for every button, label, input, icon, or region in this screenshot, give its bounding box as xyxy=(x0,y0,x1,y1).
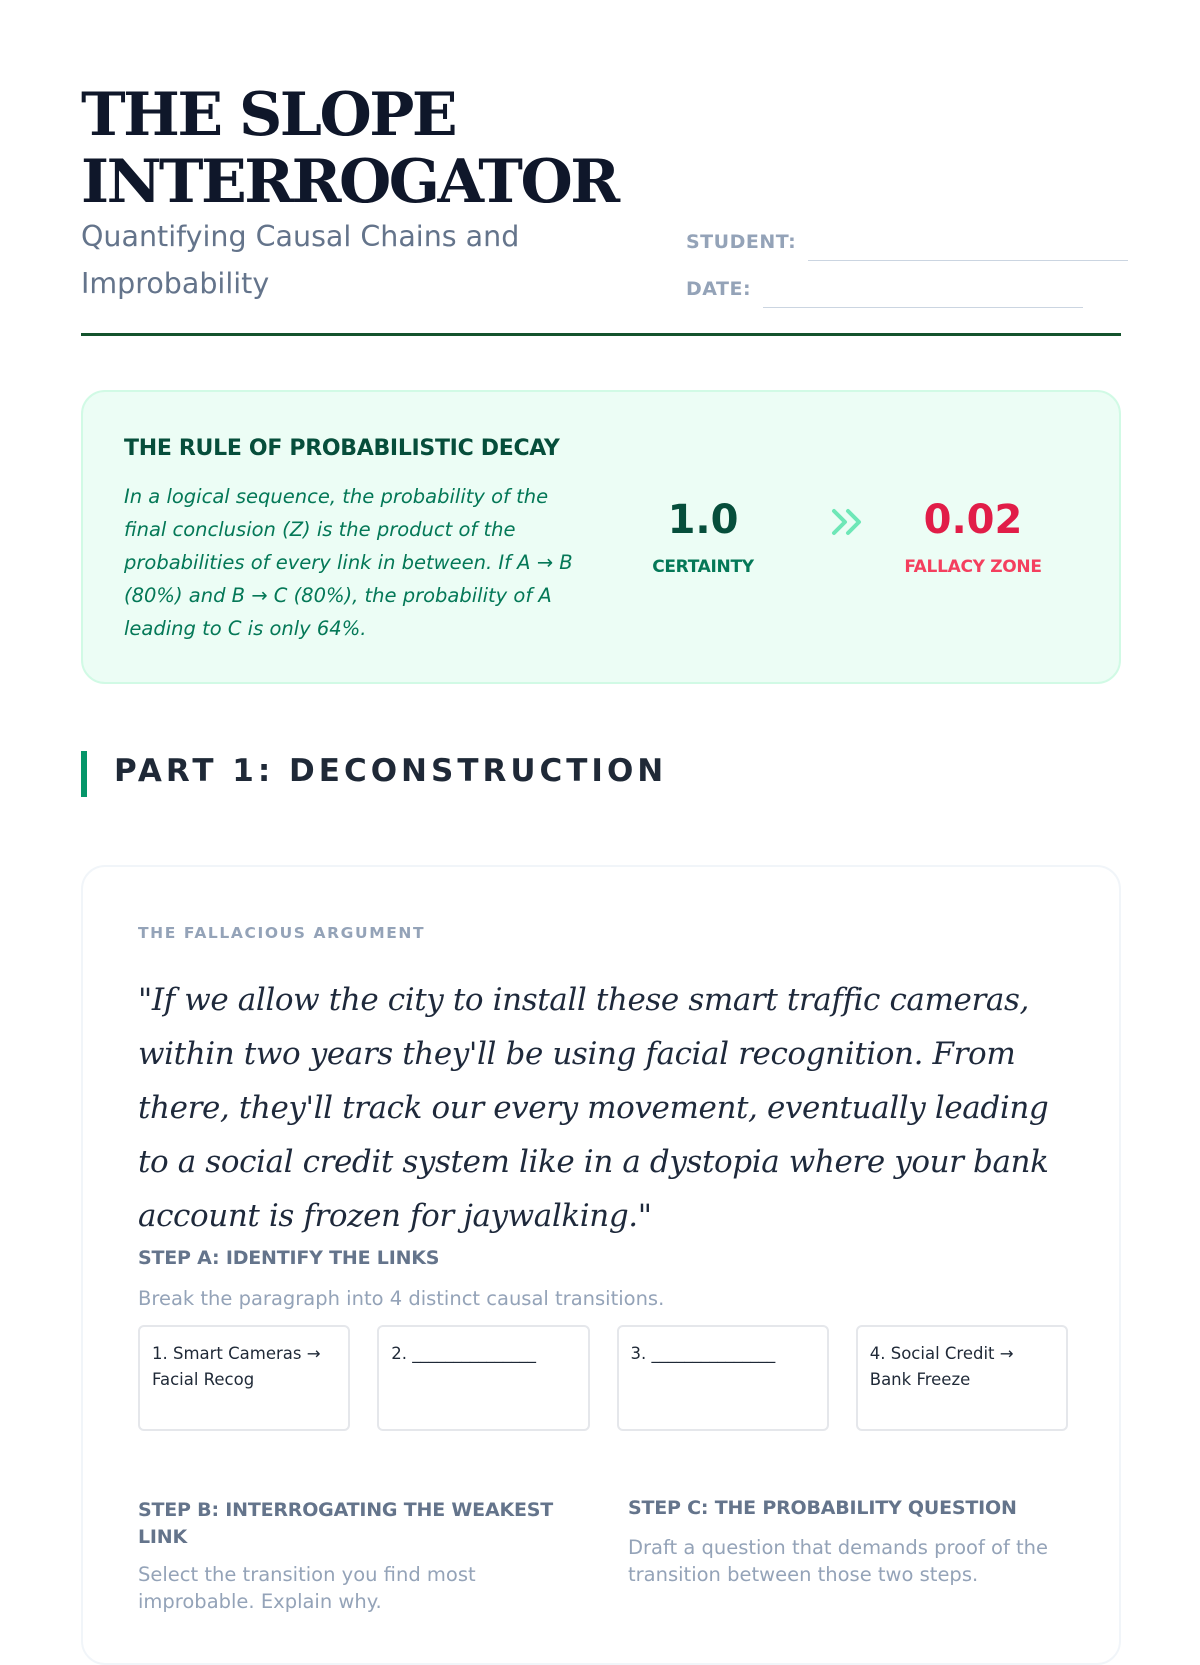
page-subtitle: Quantifying Causal Chains and Improbability xyxy=(81,220,520,300)
rule-callout xyxy=(81,390,1121,684)
deconstruction-card xyxy=(81,865,1121,1665)
certainty-value: 1.0 xyxy=(667,497,739,543)
step-b-instructions: Select the transition you find most improbable. Explain why. xyxy=(138,1563,476,1613)
causal-links-row xyxy=(138,1325,1068,1431)
worksheet-page xyxy=(81,0,1121,1613)
double-chevron-right-icon xyxy=(828,502,868,542)
header-divider xyxy=(81,333,1121,336)
page-title: THE SLOPE INTERROGATOR xyxy=(81,80,618,217)
step-a-heading: STEP A: IDENTIFY THE LINKS xyxy=(138,1247,440,1269)
link-box-2[interactable]: 2. _______________ xyxy=(377,1325,589,1431)
date-field[interactable] xyxy=(686,278,1083,300)
link-box-3[interactable]: 3. _______________ xyxy=(617,1325,829,1431)
fallacy-metric xyxy=(883,496,1063,577)
certainty-label: CERTAINTY xyxy=(652,557,754,577)
link-box-1[interactable]: 1. Smart Cameras → Facial Recog xyxy=(138,1325,350,1431)
certainty-metric xyxy=(623,496,783,577)
student-input-line[interactable] xyxy=(808,260,1128,261)
date-label: DATE: xyxy=(686,278,752,300)
fallacious-argument-quote: "If we allow the city to install these smart traffic cameras, within two years they'll be using facial recognition. From there, they'll track our every movement, eventually leading to a social credit system like in a dystopia where your bank account is frozen for jaywalking." xyxy=(138,982,1049,1234)
rule-description: In a logical sequence, the probability of the final conclusion (Z) is the product of the probabilities of every link in between. If A → B (80%) and B → C (80%), the probability of A leading to C is only 64%. xyxy=(124,485,573,640)
student-label: STUDENT: xyxy=(686,231,797,253)
fallacy-value: 0.02 xyxy=(923,497,1023,543)
fallacy-label: FALLACY ZONE xyxy=(904,557,1042,577)
part-heading-accent xyxy=(81,751,87,797)
argument-eyebrow: THE FALLACIOUS ARGUMENT xyxy=(138,924,426,942)
rule-title: THE RULE OF PROBABILISTIC DECAY xyxy=(124,436,560,461)
student-field[interactable] xyxy=(686,231,1128,253)
link-box-4[interactable]: 4. Social Credit → Bank Freeze xyxy=(856,1325,1068,1431)
step-b-heading: STEP B: INTERROGATING THE WEAKEST LINK xyxy=(138,1499,553,1548)
date-input-line[interactable] xyxy=(763,307,1083,308)
step-a-instructions: Break the paragraph into 4 distinct causal transitions. xyxy=(138,1287,665,1310)
step-c-heading: STEP C: THE PROBABILITY QUESTION xyxy=(628,1497,1017,1519)
step-c-instructions: Draft a question that demands proof of the transition between those two steps. xyxy=(628,1536,1049,1586)
part-1-heading: PART 1: DECONSTRUCTION xyxy=(114,753,668,789)
